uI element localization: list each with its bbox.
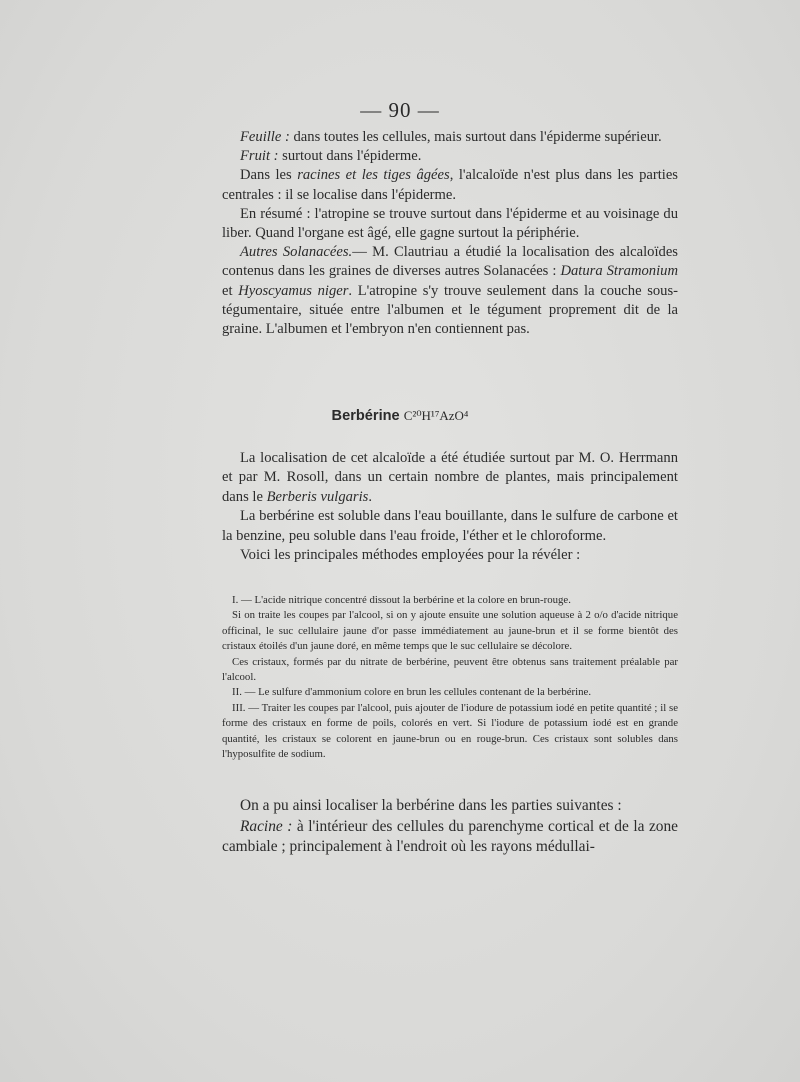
- methods-list: [222, 593, 678, 762]
- paragraph-racines: [222, 166, 678, 204]
- section-heading-berberine: [0, 408, 800, 424]
- paragraph-feuille: [222, 128, 678, 147]
- method-1-detail: Si on traite les coupes par l'alcool, si on y ajoute ensuite une solution aqueuse à 2 o/o d'acide nitrique officinal, le suc cellulaire jaune d'or passe immédiatement au jaune-brun et il se forme bientôt des cristaux étoilés d'un jaune doré, en même temps que le suc cellulaire se décolore.: [222, 609, 678, 653]
- text-racine: à l'intérieur des cellules du parenchyme cortical et de la zone cambiale ; principalement à l'endroit où les rayons médullai-: [222, 817, 679, 856]
- paragraph-parties: On a pu ainsi localiser la berbérine dans les parties suivantes :: [240, 797, 622, 814]
- atropine-section: [222, 128, 678, 339]
- paragraph-solubilite: La berbérine est soluble dans l'eau bouillante, dans le sulfure de carbone et la benzine, peu soluble dans l'eau froide, l'éther et le chloroforme.: [222, 508, 678, 544]
- label-fruit: Fruit :: [240, 148, 279, 165]
- text-racines-b: , l'alcaloïde n'est plus dans les parties centrales : il se localise dans l'épiderme.: [222, 167, 678, 203]
- text-feuille: dans toutes les cellules, mais surtout dans l'épiderme supérieur.: [289, 129, 662, 145]
- paragraph-resume: En résumé : l'atropine se trouve surtout dans l'épiderme et au voisinage du liber. Quand l'organe est âgé, elle gagne surtout la périphérie.: [222, 205, 678, 242]
- text-solanacees-a: — M. Clautriau a étudié la localisation des alcaloïdes contenus dans les graines de diverses autres Solanacées :: [222, 244, 678, 280]
- paragraph-fruit: [222, 147, 678, 166]
- method-1: I. — L'acide nitrique concentré dissout la berbérine et la colore en brun-rouge.: [232, 594, 571, 606]
- heading-title: Berbérine: [331, 408, 400, 424]
- paragraph-autres-solanacees: [222, 243, 678, 339]
- page-number: — 90 —: [360, 98, 440, 122]
- berberine-localisation: [222, 796, 678, 858]
- paragraph-localisation: [222, 449, 678, 507]
- method-3: III. — Traiter les coupes par l'alcool, puis ajouter de l'iodure de potassium iodé en petite quantité ; il se forme des cristaux en forme de poils, colorés en vert. Si l'iodure de potassium iodé est en grande quantité, les cristaux se colorent en jaune-brun ou en rouge-brun. Ces cristaux sont solubles dans l'hyposulfite de sodium.: [222, 701, 678, 761]
- species-datura: Datura Stramonium: [560, 263, 678, 280]
- text-racines-a: Dans les: [240, 167, 298, 184]
- species-hyoscyamus: Hyoscyamus niger: [238, 282, 349, 299]
- label-feuille: Feuille :: [240, 129, 290, 145]
- label-racine: Racine :: [240, 817, 293, 835]
- text-solanacees-b: et: [222, 282, 239, 299]
- heading-formula: C²⁰H¹⁷AzO⁴: [403, 408, 469, 423]
- text-solanacees-c: . L'atropine s'y trouve seulement dans la couche sous-tégumentaire, située entre l'albumen et le tégument proprement dit de la graine. L'albumen et l'embryon n'en contiennent pas.: [222, 282, 679, 338]
- text-localisation-b: .: [368, 488, 372, 505]
- berberine-intro: [222, 449, 678, 565]
- paragraph-methodes-intro: Voici les principales méthodes employées pour la révéler :: [240, 547, 581, 564]
- text-fruit: surtout dans l'épiderme.: [278, 148, 422, 165]
- method-1-note: Ces cristaux, formés par du nitrate de berbérine, peuvent être obtenus sans traitement préalable par l'alcool.: [222, 655, 678, 684]
- text-localisation-a: La localisation de cet alcaloïde a été étudiée surtout par M. O. Herrmann et par M. Rosoll, dans un certain nombre de plantes, mais principalement dans le: [222, 450, 678, 505]
- method-2: II. — Le sulfure d'ammonium colore en brun les cellules contenant de la berbérine.: [232, 686, 592, 699]
- text-racines-italic: racines et les tiges âgées: [297, 167, 450, 184]
- paragraph-racine: [222, 817, 678, 858]
- species-berberis: Berberis vulgaris: [266, 488, 369, 505]
- label-autres-solanacees: Autres Solanacées.: [240, 244, 353, 261]
